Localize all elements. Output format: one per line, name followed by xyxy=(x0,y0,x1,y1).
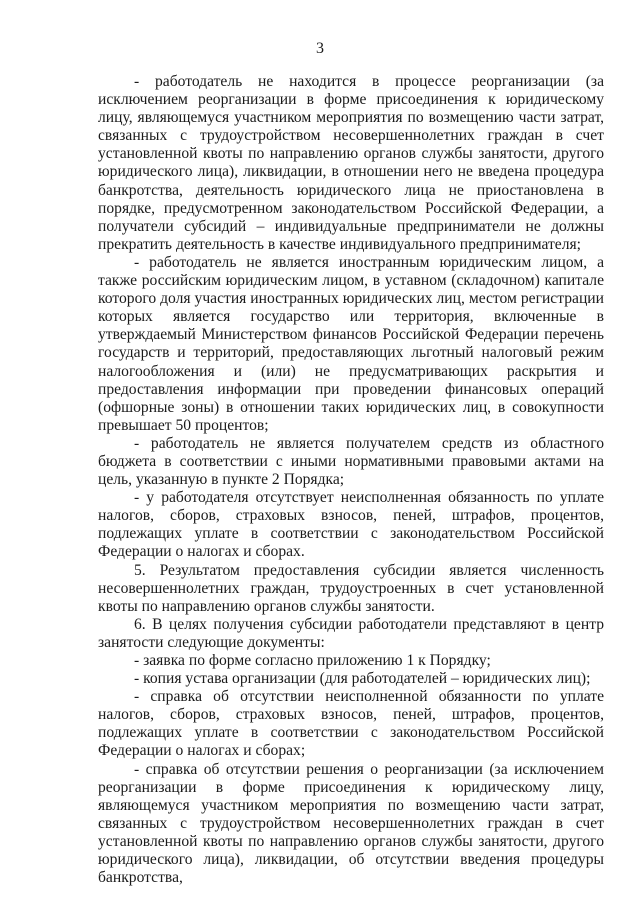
paragraph-document-charter-copy: - копия устава организации (для работодателей – юридических лиц); xyxy=(134,670,591,688)
document-body xyxy=(98,73,604,887)
paragraph-document-application: - заявка по форме согласно приложению 1 к Порядку; xyxy=(134,652,491,669)
paragraph-item-5-result: 5. Результатом предоставления субсидии является численность несовершеннолетних граждан, трудоустроенных в счет установленной квоты по направлению органов службы занятости. xyxy=(98,561,604,615)
page-number: 3 xyxy=(316,40,324,57)
paragraph-not-foreign-entity: - работодатель не является иностранным юридическим лицом, а также российским юридическим лицом, в уставном (складочном) капитале которого доля участия иностранных юридических лиц, местом регистрации которых является государство или территория, включенные в утверждаемый Министерством финансов Российской Федерации перечень государств и территорий, предоставляющих льготный налоговый режим налогообложения и (или) не предусматривающих раскрытия и предоставления информации при проведении финансовых операций (офшорные зоны) в отношении таких юридических лиц, в совокупности превышает 50 процентов; xyxy=(98,253,604,434)
paragraph-not-budget-recipient: - работодатель не является получателем средств из областного бюджета в соответствии с иными нормативными правовыми актами на цель, указанную в пункте 2 Порядка; xyxy=(98,434,604,489)
paragraph-document-reorganization-certificate: - справка об отсутствии решения о реорганизации (за исключением реорганизации в форме присоединения к юридическому лицу, являющемуся участником мероприятия по возмещению части затрат, связанных с трудоустройством несовершеннолетних граждан в счет установленной квоты по направлению органов службы занятости, другого юридического лица), ликвидации, об отсутствии введения процедуры банкротства, xyxy=(98,760,604,887)
paragraph-no-tax-debt: - у работодателя отсутствует неисполненная обязанность по уплате налогов, сборов, страховых взносов, пеней, штрафов, процентов, подлежащих уплате в соответствии с законодательством Российской Федерации о налогах и сборах. xyxy=(98,489,604,561)
paragraph-no-reorganization: - работодатель не находится в процессе реорганизации (за исключением реорганизации в форме присоединения к юридическому лицу, являющемуся участником мероприятия по возмещению части затрат, связанных с трудоустройством несовершеннолетних граждан в счет установленной квоты по направлению органов службы занятости, другого юридического лица), ликвидации, в отношении него не введена процедура банкротства, деятельность юридического лица не приостановлена в порядке, предусмотренном законодательством Российской Федерации, а получатели субсидий – индивидуальные предприниматели не должны прекратить деятельность в качестве индивидуального предпринимателя; xyxy=(98,73,604,253)
paragraph-document-tax-certificate: - справка об отсутствии неисполненной обязанности по уплате налогов, сборов, страховых взносов, пеней, штрафов, процентов, подлежащих уплате в соответствии с законодательством Российской Федерации о налогах и сборах; xyxy=(98,688,604,760)
paragraph-item-6-documents: 6. В целях получения субсидии работодатели представляют в центр занятости следующие документы: xyxy=(98,615,604,651)
